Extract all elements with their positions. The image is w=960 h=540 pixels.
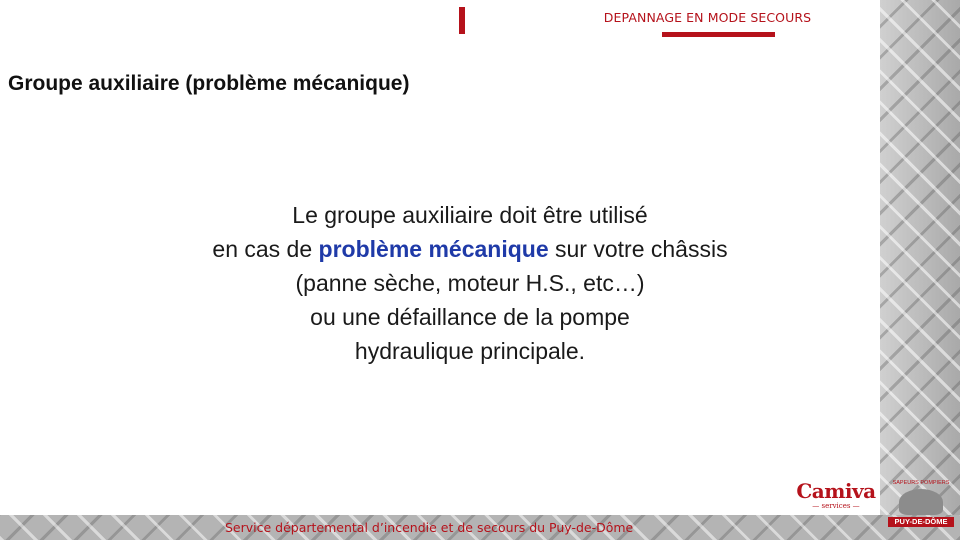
camiva-logo [795, 480, 877, 512]
slide-title: Groupe auxiliaire (problème mécanique) [8, 72, 410, 95]
body-line-2-start: en cas de [212, 236, 319, 262]
sdis-logo [888, 480, 954, 532]
header-red-marker [459, 7, 465, 34]
camiva-logo-name: Camiva [796, 479, 876, 503]
body-line-3: (panne sèche, moteur H.S., etc…) [295, 270, 645, 296]
body-line-2 [110, 232, 830, 266]
highlight-phrase: problème mécanique [318, 236, 549, 262]
slide-body [110, 198, 830, 368]
metal-texture-right [880, 0, 960, 540]
body-line-4: ou une défaillance de la pompe [310, 304, 630, 330]
header-title: DEPANNAGE EN MODE SECOURS [603, 10, 812, 25]
sdis-logo-top-text: SAPEURS POMPIERS [892, 480, 950, 486]
body-line-5: hydraulique principale. [354, 338, 586, 364]
body-line-2-end: sur votre châssis [548, 236, 728, 262]
sdis-logo-band: PUY-DE-DÔME [888, 517, 954, 527]
header-underline [662, 32, 775, 37]
body-line-1: Le groupe auxiliaire doit être utilisé [292, 202, 648, 228]
footer-text: Service départemental d’incendie et de secours du Puy-de-Dôme [225, 520, 634, 535]
camiva-logo-tagline: — services — [812, 502, 860, 510]
sdis-emblem-icon [899, 489, 943, 515]
